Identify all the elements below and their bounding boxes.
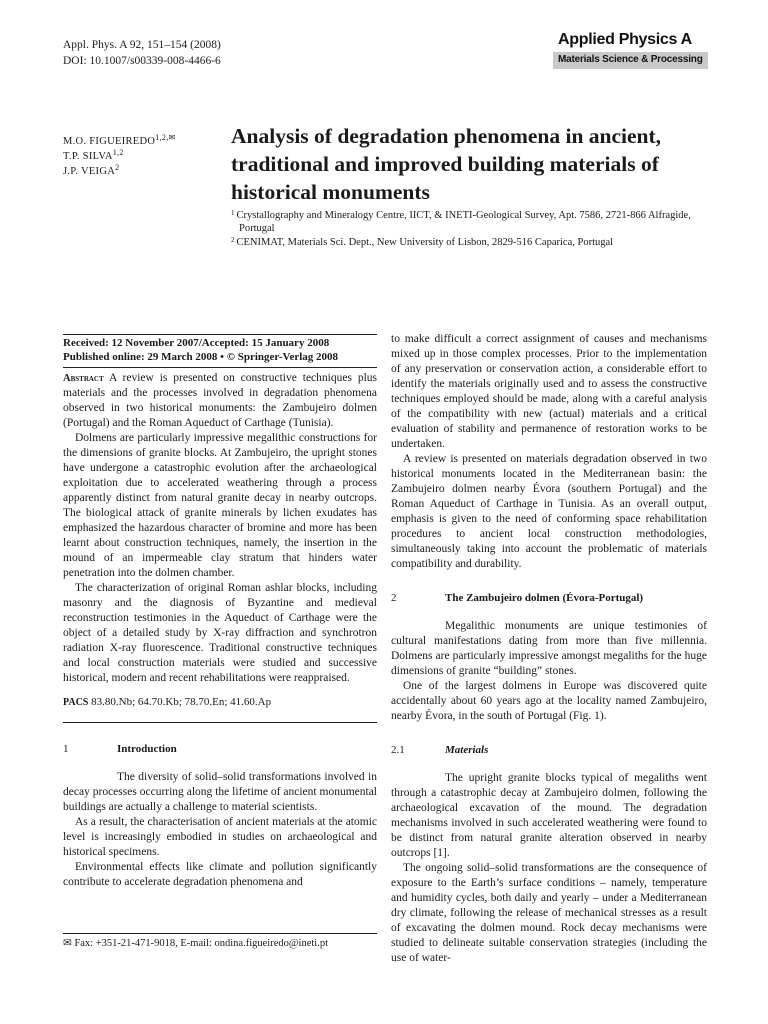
section-title: The Zambujeiro dolmen (Évora-Portugal)	[445, 592, 644, 604]
section-title: Introduction	[117, 743, 177, 755]
envelope-icon: ✉	[63, 938, 72, 949]
body-paragraph: The ongoing solid–solid transformations are the consequence of exposure to the Earth’s surface conditions – namely, temperature and humidity cycles, both daily and yearly – under a Mediterranean dry climate, following the release of mechanical stresses as a result of excavating the dolmen mound. Rock decay mechanisms were studied to delineate suitable conservation strategies (including the use of water-	[391, 862, 707, 964]
published-online: Published online: 29 March 2008 • © Springer-Verlag 2008	[63, 351, 339, 363]
body-paragraph: The diversity of solid–solid transformations involved in decay processes occurring along the lifetime of ancient monumental buildings are actually a challenge to material scientists.	[63, 771, 377, 813]
body-paragraph: The upright granite blocks typical of megaliths went through a catastrophic decay at Zambujeiro dolmen, following the archaeological excavation of the mound. The degradation mechanisms involved in such accelerated weathering were found to be distinct from natural granite alteration observed in nearby outcrops [1].	[391, 772, 707, 859]
affiliation	[231, 209, 709, 235]
section-heading	[63, 742, 377, 757]
doi: DOI: 10.1007/s00339-008-4466-6	[63, 55, 221, 67]
section-number: 2	[391, 592, 397, 604]
footnote-text: Fax: +351-21-471-9018, E-mail: ondina.figueiredo@ineti.pt	[74, 938, 328, 949]
corresponding-author-footnote	[63, 933, 377, 951]
abstract-paragraph	[63, 371, 377, 431]
pacs-label: PACS	[63, 697, 89, 708]
affiliations	[231, 209, 709, 250]
received-dates	[63, 334, 377, 368]
affiliation	[231, 236, 709, 249]
received-accepted: Received: 12 November 2007/Accepted: 15 January 2008	[63, 337, 330, 349]
abstract-paragraph: The characterization of original Roman ashlar blocks, including masonry and the diagnosis of Byzantine and medieval reconstruction testimonies in the Aqueduct of Carthage were the object of a detailed study by X-ray diffraction and synchrotron radiation X-ray fluorescence. Traditional constructive techniques and local construction materials were studied and successive historical, modern and recent rehabilitations were reappraised.	[63, 582, 377, 684]
abstract-paragraph: Dolmens are particularly impressive megalithic constructions for the dimensions of granite blocks. At Zambujeiro, the upright stones have undergone a catastrophic evolution after the archaeological exploitation due to accelerated weathering through a process apparently distinct from natural granite decay in nearby outcrops. The biological attack of granite minerals by lichen exudates has emphasized the hazardous character of bromine and more has been learnt about construction techniques, namely, the insertion in the mound of an impermeable clay stratum that hinders water penetration into the dolmen chamber.	[63, 432, 377, 579]
affiliation-number: 1	[231, 209, 235, 217]
section-number: 1	[63, 743, 69, 755]
author	[63, 134, 176, 149]
citation-block	[63, 37, 221, 69]
body-paragraph: to make difficult a correct assignment of causes and mechanisms mixed up in those complex processes. Prior to the implementation of any preservation or conservation action, a considerable effort to identify the materials originally used and to assess the constructive techniques employed should be made, along with a careful analysis of the compatibility with new (actual) materials and a critical evaluation of stability and permanence of restoration works to be undertaken.	[391, 333, 707, 450]
affiliation-number: 2	[231, 236, 235, 244]
pacs-codes	[63, 695, 377, 710]
journal-name: Applied Physics A	[558, 31, 692, 48]
right-column	[391, 332, 707, 966]
body-paragraph: As a result, the characterisation of ancient materials at the atomic level is increasingly embodied in studies on archaeological and historical specimens.	[63, 816, 377, 858]
journal-subtitle: Materials Science & Processing	[558, 54, 703, 65]
journal-citation: Appl. Phys. A 92, 151–154 (2008)	[63, 39, 221, 51]
subsection-title: Materials	[445, 744, 489, 756]
section-heading	[391, 591, 707, 606]
divider	[63, 722, 377, 723]
body-paragraph: Environmental effects like climate and pollution significantly contribute to accelerate degradation phenomena and	[63, 861, 377, 888]
paper-title: Analysis of degradation phenomena in ancient, traditional and improved building materials of historical monuments	[231, 124, 662, 204]
left-column	[63, 334, 377, 890]
author-name: T.P. SILVA	[63, 151, 113, 162]
body-paragraph: A review is presented on materials degradation observed in two historical monuments located in the Mediterranean basin: the Zambujeiro dolmen nearby Évora (southern Portugal) and the Roman Aqueduct of Carthage in Tunisia. As an overall output, emphasis is given to the need of conforming space rehabilitation procedures to ancient local construction methodologies, simultaneously taking into account the problematic of materials compatibility and durability.	[391, 453, 707, 570]
author	[63, 164, 176, 179]
author-name: M.O. FIGUEIREDO	[63, 136, 156, 147]
affiliation-text: CENIMAT, Materials Sci. Dept., New University of Lisbon, 2829-516 Caparica, Portugal	[236, 237, 614, 248]
subsection-heading	[391, 743, 707, 758]
body-paragraph: One of the largest dolmens in Europe was discovered quite accidentally about 60 years ago at the locality named Zambujeiro, nearby Évora, in the south of Portugal (Fig. 1).	[391, 680, 707, 722]
author-affiliation-marks: 1,2	[112, 148, 124, 157]
author-affiliation-marks: 2	[115, 163, 120, 172]
body-paragraph: Megalithic monuments are unique testimonies of cultural manifestations dating from more than five millennia. Dolmens are particularly impressive amongst megaliths for the huge dimensions of granite “building” stones.	[391, 620, 707, 677]
author-affiliation-marks: 1,2,✉	[155, 133, 176, 142]
author-list	[63, 134, 176, 179]
abstract-text: A review is presented on constructive techniques plus materials and the processes involved in degradation phenomena observed in two historical monuments: the Zambujeiro dolmen (Portugal) and the Roman Aqueduct of Carthage (Tunisia).	[63, 372, 377, 429]
abstract-label: Abstract	[63, 373, 104, 384]
author-name: J.P. VEIGA	[63, 166, 116, 177]
author	[63, 149, 176, 164]
subsection-number: 2.1	[391, 744, 405, 756]
affiliation-text: Crystallography and Mineralogy Centre, IICT, & INETI-Geological Survey, Apt. 7586, 2721-866 Alfragide, Portugal	[236, 210, 691, 234]
pacs-value: 83.80.Nb; 64.70.Kb; 78.70.En; 41.60.Ap	[91, 696, 272, 708]
